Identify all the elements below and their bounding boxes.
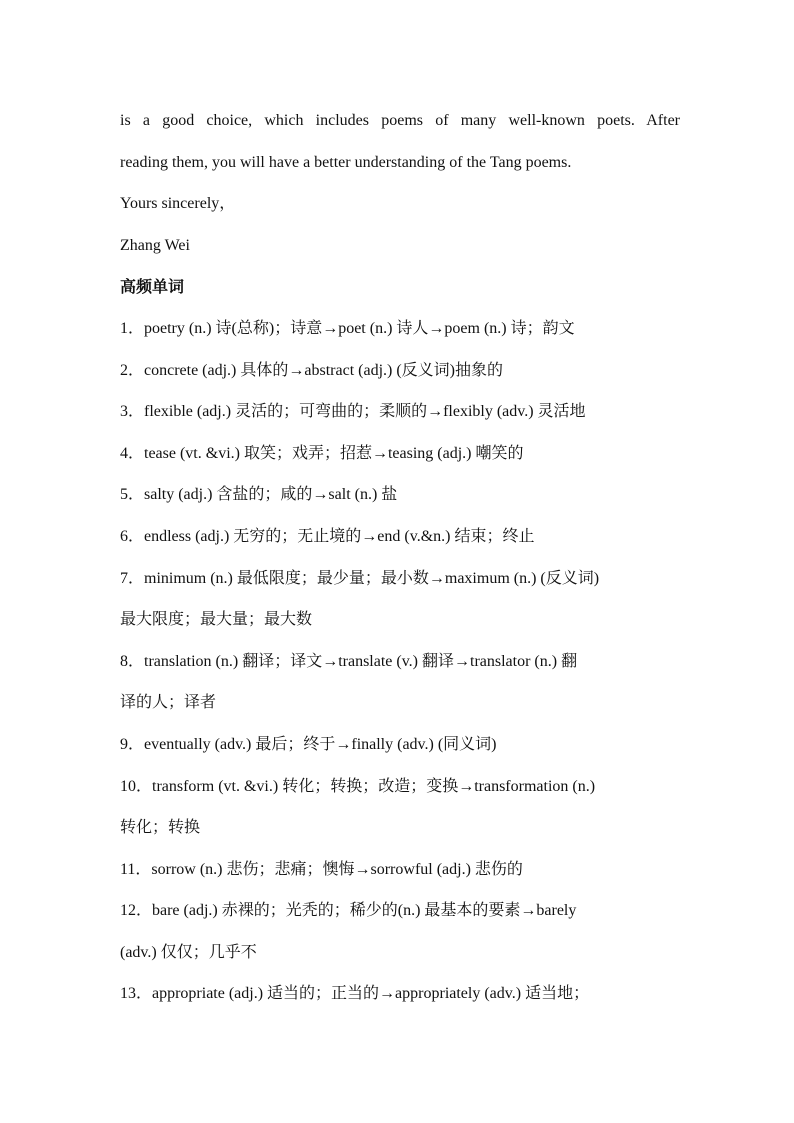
vocab-item-10-continued: 转化；转换: [120, 819, 201, 837]
letter-signature: Zhang Wei: [120, 236, 190, 254]
document-body: [120, 100, 680, 1015]
vocab-item-5: 5．salty (adj.) 含盐的；咸的→salt (n.) 盐: [120, 486, 398, 504]
vocab-item-1: 1．poetry (n.) 诗(总称)；诗意→poet (n.) 诗人→poem (n.) 诗；韵文: [120, 319, 575, 337]
letter-line: reading them, you will have a better understanding of the Tang poems.: [120, 153, 572, 171]
vocab-item-7: 7．minimum (n.) 最低限度；最少量；最小数→maximum (n.) (反义词): [120, 569, 600, 587]
vocab-item-8: 8．translation (n.) 翻译；译文→translate (v.) 翻译→translator (n.) 翻: [120, 652, 578, 670]
vocab-item-13: 13．appropriate (adj.) 适当的；正当的→appropriately (adv.) 适当地；: [120, 985, 590, 1003]
letter-line: is a good choice, which includes poems of many well-known poets. After: [120, 112, 680, 129]
vocab-item-8-continued: 译的人；译者: [120, 694, 217, 712]
vocab-item-7-continued: 最大限度；最大量；最大数: [120, 611, 313, 629]
section-heading: 高频单词: [120, 277, 185, 297]
vocab-item-10: 10．transform (vt. &vi.) 转化；转换；改造；变换→transformation (n.): [120, 777, 596, 795]
vocab-item-3: 3．flexible (adj.) 灵活的；可弯曲的；柔顺的→flexibly (adv.) 灵活地: [120, 403, 586, 421]
letter-closing: Yours sincerely，: [120, 195, 236, 213]
vocab-item-12: 12．bare (adj.) 赤裸的；光秃的；稀少的(n.) 最基本的要素→barely: [120, 902, 577, 920]
vocab-item-11: 11．sorrow (n.) 悲伤；悲痛；懊悔→sorrowful (adj.) 悲伤的: [120, 860, 523, 878]
vocab-item-4: 4．tease (vt. &vi.) 取笑；戏弄；招惹→teasing (adj.) 嘲笑的: [120, 444, 524, 462]
vocab-item-9: 9．eventually (adv.) 最后；终于→finally (adv.) (同义词): [120, 735, 497, 753]
vocab-item-12-continued: (adv.) 仅仅；几乎不: [120, 943, 257, 961]
vocab-item-6: 6．endless (adj.) 无穷的；无止境的→end (v.&n.) 结束；终止: [120, 527, 535, 545]
vocab-item-2: 2．concrete (adj.) 具体的→abstract (adj.) (反义词)抽象的: [120, 361, 503, 379]
